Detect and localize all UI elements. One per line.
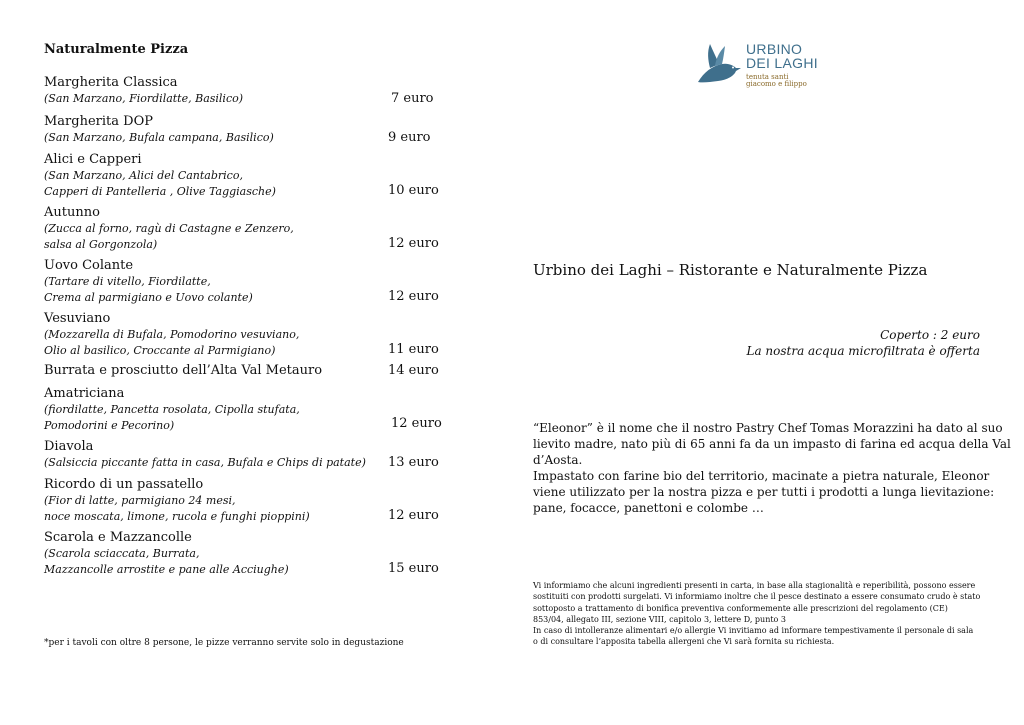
legal-line: sottoposto a trattamento di bonifica preventiva conformemente alle prescrizioni del regolamento (CE) xyxy=(533,603,948,613)
logo-line-2: DEI LAGHI xyxy=(746,55,818,71)
item-price: 15 euro xyxy=(388,561,439,576)
item-desc: (Scarola sciaccata, Burrata, xyxy=(44,547,200,560)
item-price: 12 euro xyxy=(388,508,439,523)
story-line: pane, focacce, panettoni e colombe … xyxy=(533,501,764,515)
legal-line: 853/04, allegato III, sezione VIII, capitolo 3, lettere D, punto 3 xyxy=(533,614,787,624)
menu-item xyxy=(44,439,464,471)
item-desc: Crema al parmigiano e Uovo colante) xyxy=(44,291,253,304)
item-name: Margherita DOP xyxy=(44,114,153,129)
item-name: Vesuviano xyxy=(44,311,111,326)
item-desc: (fiordilatte, Pancetta rosolata, Cipolla stufata, xyxy=(44,403,300,416)
legal-line: Vi informiamo che alcuni ingredienti presenti in carta, in base alla stagionalità e reperibilità, possono essere xyxy=(533,581,976,590)
item-desc: Mazzancolle arrostite e pane alle Acciughe) xyxy=(44,563,289,576)
menu-item xyxy=(44,311,464,359)
item-name: Amatriciana xyxy=(44,386,125,401)
item-desc: salsa al Gorgonzola) xyxy=(44,238,158,251)
item-desc: Pomodorini e Pecorino) xyxy=(44,419,175,432)
menu-item xyxy=(44,258,464,306)
footnote: *per i tavoli con oltre 8 persone, le pizze verranno servite solo in degustazione xyxy=(44,638,404,648)
item-name: Autunno xyxy=(44,205,100,220)
legal-line: sostituiti con prodotti surgelati. Vi informiamo inoltre che il pesce destinato a essere consumato crudo è stato xyxy=(533,592,981,602)
item-price: 12 euro xyxy=(391,416,442,431)
menu-item xyxy=(44,530,464,578)
legal-line: In caso di intolleranze alimentari e/o allergie Vi invitiamo ad informare tempestivamente il personale di sala xyxy=(533,626,974,636)
item-price: 7 euro xyxy=(391,91,434,106)
story-paragraph xyxy=(533,420,1011,516)
item-name: Diavola xyxy=(44,439,94,454)
item-name: Margherita Classica xyxy=(44,75,178,90)
coperto-line: Coperto : 2 euro xyxy=(880,328,980,342)
menu-column xyxy=(44,0,464,725)
menu-item xyxy=(44,152,464,200)
item-name: Ricordo di un passatello xyxy=(44,477,204,492)
item-desc: Olio al basilico, Croccante al Parmigiano) xyxy=(44,344,276,357)
story-line: d’Aosta. xyxy=(533,453,583,467)
item-price: 12 euro xyxy=(388,289,439,304)
item-desc: (San Marzano, Alici del Cantabrico, xyxy=(44,169,243,182)
story-line: viene utilizzato per la nostra pizza e per tutti i prodotti a lunga lievitazione: xyxy=(533,485,995,499)
item-price: 14 euro xyxy=(388,363,439,378)
item-price: 12 euro xyxy=(388,236,439,251)
duck-icon xyxy=(694,42,744,90)
item-desc: (San Marzano, Fiordilatte, Basilico) xyxy=(44,92,244,105)
story-line: lievito madre, nato più di 65 anni fa da un impasto di farina ed acqua della Val xyxy=(533,437,1011,451)
item-name: Scarola e Mazzancolle xyxy=(44,530,192,545)
story-line: “Eleonor” è il nome che il nostro Pastry Chef Tomas Morazzini ha dato al suo xyxy=(533,421,1003,435)
menu-item xyxy=(44,477,464,525)
restaurant-title: Urbino dei Laghi – Ristorante e Naturalmente Pizza xyxy=(533,261,928,279)
logo-line-3: tenuta santi xyxy=(746,73,789,81)
item-price: 9 euro xyxy=(388,130,431,145)
item-desc: (Tartare di vitello, Fiordilatte, xyxy=(44,275,211,288)
item-desc: (Fior di latte, parmigiano 24 mesi, xyxy=(44,494,236,507)
water-line: La nostra acqua microfiltrata è offerta xyxy=(746,344,980,358)
item-price: 11 euro xyxy=(388,342,439,357)
item-desc: (Salsiccia piccante fatta in casa, Bufala e Chips di patate) xyxy=(44,456,366,469)
menu-item xyxy=(44,114,464,146)
item-price: 10 euro xyxy=(388,183,439,198)
logo-line-4: giacomo e filippo xyxy=(746,80,807,88)
item-desc: (San Marzano, Bufala campana, Basilico) xyxy=(44,131,274,144)
menu-item xyxy=(44,386,464,434)
menu-item xyxy=(44,75,464,107)
item-desc: noce moscata, limone, rucola e funghi pioppini) xyxy=(44,510,310,523)
menu-item xyxy=(44,363,464,379)
legal-notice xyxy=(533,580,980,648)
item-name: Uovo Colante xyxy=(44,258,134,273)
legal-line: o di consultare l’apposita tabella allergeni che Vi sarà fornita su richiesta. xyxy=(533,637,835,647)
item-desc: (Zucca al forno, ragù di Castagne e Zenzero, xyxy=(44,222,294,235)
item-desc: Capperi di Pantelleria , Olive Taggiasche) xyxy=(44,185,276,198)
section-title: Naturalmente Pizza xyxy=(44,42,189,57)
item-desc: (Mozzarella di Bufala, Pomodorino vesuviano, xyxy=(44,328,300,341)
logo-line-1: URBINO xyxy=(746,41,803,57)
item-name: Burrata e prosciutto dell’Alta Val Metauro xyxy=(44,363,323,378)
item-name: Alici e Capperi xyxy=(44,152,142,167)
logo xyxy=(694,40,834,92)
story-line: Impastato con farine bio del territorio, macinate a pietra naturale, Eleonor xyxy=(533,469,990,483)
coperto-note xyxy=(746,327,980,359)
item-price: 13 euro xyxy=(388,455,439,470)
menu-item xyxy=(44,205,464,253)
